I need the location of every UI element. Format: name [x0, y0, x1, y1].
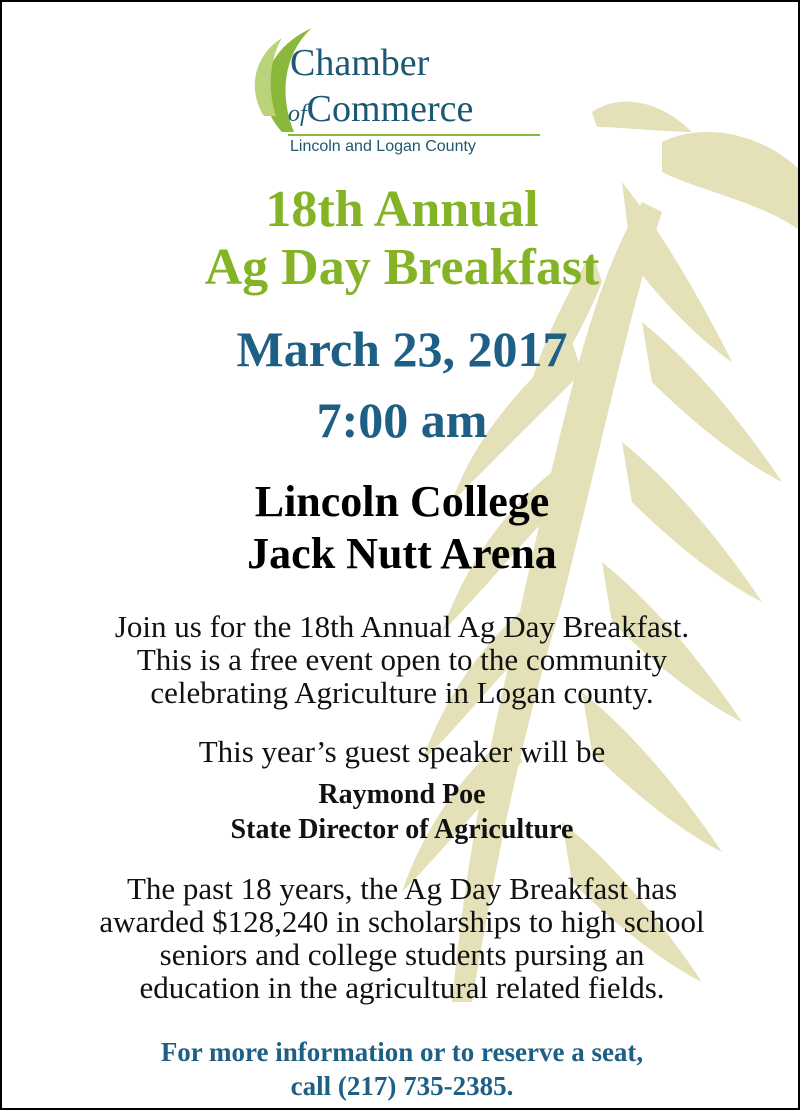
scholarship-line: education in the agricultural related fields. — [139, 970, 665, 1005]
scholarship-line: seniors and college students pursing an — [159, 937, 645, 972]
scholarship-paragraph — [22, 872, 782, 1004]
contact-info — [2, 1035, 800, 1103]
contact-line-1: For more information or to reserve a seat, — [160, 1037, 644, 1067]
intro-line: celebrating Agriculture in Logan county. — [150, 675, 654, 710]
speaker-name: Raymond Poe — [318, 779, 486, 810]
chamber-logo — [242, 20, 562, 170]
title-line-2: Ag Day Breakfast — [204, 239, 600, 296]
intro-line: This is a free event open to the community — [136, 642, 668, 677]
speaker-section — [32, 735, 772, 768]
speaker-lead: This year’s guest speaker will be — [198, 734, 606, 769]
scholarship-line: The past 18 years, the Ag Day Breakfast has — [126, 871, 678, 906]
logo-commerce-word: Commerce — [306, 88, 474, 130]
logo-county: Lincoln and Logan County — [290, 138, 476, 155]
logo-commerce — [288, 90, 473, 128]
intro-line: Join us for the 18th Annual Ag Day Breakfast. — [114, 609, 690, 644]
scholarship-line: awarded $128,240 in scholarships to high school — [99, 904, 705, 939]
title-line-1: 18th Annual — [265, 181, 539, 238]
contact-phone: call (217) 735-2385. — [290, 1071, 514, 1101]
logo-divider — [288, 134, 540, 136]
venue-line-1: Lincoln College — [254, 477, 550, 526]
speaker-details — [32, 777, 772, 847]
event-date: March 23, 2017 — [236, 321, 568, 377]
intro-paragraph — [32, 610, 772, 709]
venue-line-2: Jack Nutt Arena — [247, 529, 557, 578]
logo-chamber: Chamber — [290, 42, 430, 84]
speaker-role: State Director of Agriculture — [230, 814, 574, 845]
logo-of: of — [288, 101, 307, 127]
event-time: 7:00 am — [316, 392, 488, 448]
